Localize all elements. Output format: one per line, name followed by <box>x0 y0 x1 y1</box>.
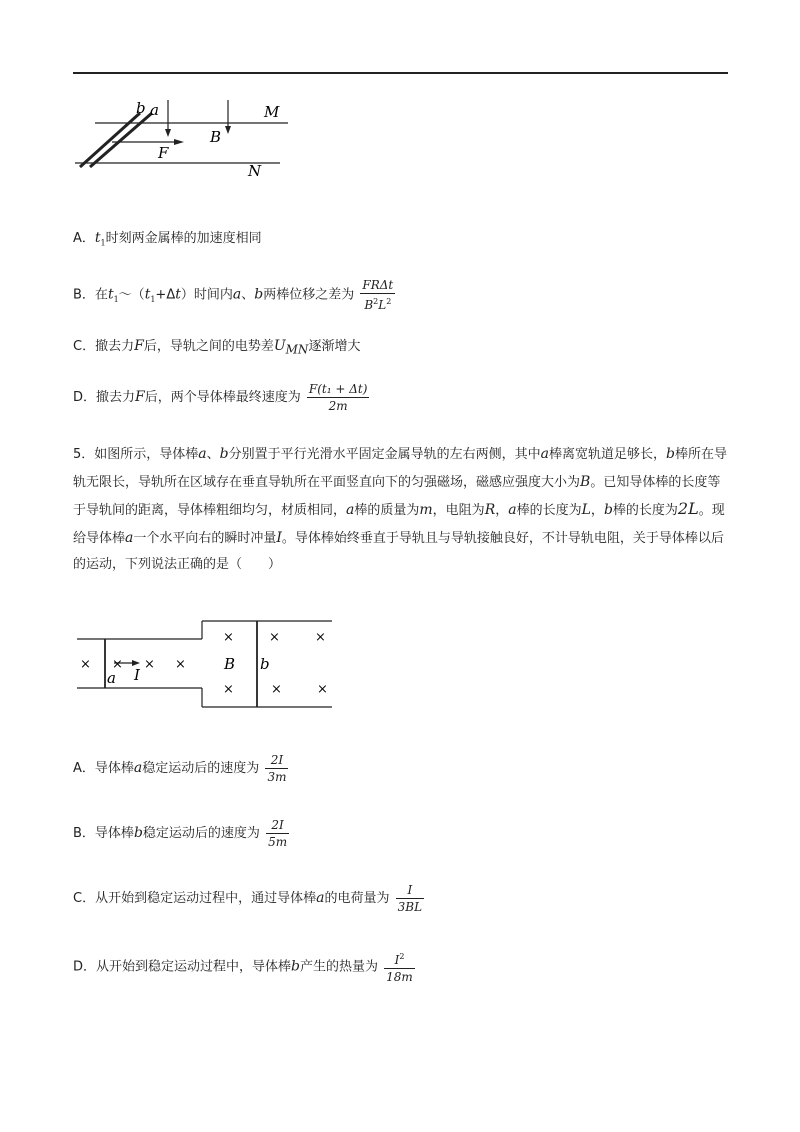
option-b: B．导体棒b稳定运动后的速度为 $\frac{2I}{5m}$ <box>73 818 288 849</box>
option-c: C．从开始到稳定运动过程中，通过导体棒a的电荷量为 $\frac{I}{3BL}$ <box>73 883 423 914</box>
label-b: b <box>260 655 270 673</box>
field-cross: × <box>223 630 234 645</box>
option-a: A．导体棒a稳定运动后的速度为 $\frac{2I}{3m}$ <box>73 753 287 784</box>
label-B: B <box>210 128 222 146</box>
field-cross: × <box>317 682 328 697</box>
label-B: B <box>224 655 236 673</box>
prev-option-b: B．在$t_1\sim(t_1+\Delta t)$时间内a、b两棒位移之差为 $\frac{\text{FRΔt}}{B^2L^2}$ <box>73 278 394 312</box>
prev-option-a: A．$t_1$时刻两金属棒的加速度相同 <box>73 230 262 248</box>
header-rule <box>73 72 728 74</box>
field-cross: × <box>80 657 91 672</box>
fraction-c: $\frac{I}{3BL}$ <box>397 883 423 914</box>
fraction-d: $\frac{\text{F(t₁ + Δt)}}{2m}$ <box>308 382 368 413</box>
rail-diagram-2 <box>74 618 336 710</box>
rod-b <box>80 113 140 167</box>
field-cross: × <box>271 682 282 697</box>
label-b: b <box>136 99 146 117</box>
field-cross: × <box>175 657 186 672</box>
field-cross: × <box>223 682 234 697</box>
rail-diagram-1 <box>70 95 300 190</box>
label-a: a <box>150 101 159 119</box>
prev-option-c: C．撤去力F后，导轨之间的电势差$U_{MN}$逐渐增大 <box>73 338 361 357</box>
fraction-d: $\frac{I^2}{18m}$ <box>386 952 413 984</box>
field-cross: × <box>315 630 326 645</box>
fraction-a: $\frac{2I}{3m}$ <box>267 753 287 784</box>
label-F: F <box>158 144 169 162</box>
label-a: a <box>107 669 116 687</box>
option-d: D．从开始到稳定运动过程中，导体棒b产生的热量为 $\frac{I^2}{18m}$ <box>73 952 413 984</box>
fraction-b: $\frac{2I}{5m}$ <box>268 818 288 849</box>
field-cross: × <box>269 630 280 645</box>
question-5-stem: 5．如图所示，导体棒a、b分别置于平行光滑水平固定金属导轨的左右两侧，其中a棒离宽轨道足够长，b棒所在导轨无限长，导轨所在区域存在垂直导轨所在平面竖直向下的匀强磁场，磁感应强度大小为B。已知导体棒的长度等于导轨间的距离，导体棒粗细均匀，材质相同，a棒的质量为m，电阻为R，a棒的长度为L，b棒的长度为2L。现给导体棒a一个水平向右的瞬时冲量I。导体棒始终垂直于导轨且与导轨接触良好，不计导轨电阻，关于导体棒以后的运动，下列说法正确的是（ ） <box>73 446 727 572</box>
label-M: M <box>264 103 280 121</box>
label-N: N <box>248 162 262 180</box>
rod-a <box>90 113 152 167</box>
label-I: I <box>134 666 140 684</box>
prev-option-d: D．撤去力F后，两个导体棒最终速度为 $\frac{\text{F(t₁ + Δt)}}{2m}$ <box>73 382 368 413</box>
field-cross: × <box>112 657 123 672</box>
field-cross: × <box>144 657 155 672</box>
fraction-b: $\frac{\text{FRΔt}}{B^2L^2}$ <box>362 278 394 312</box>
